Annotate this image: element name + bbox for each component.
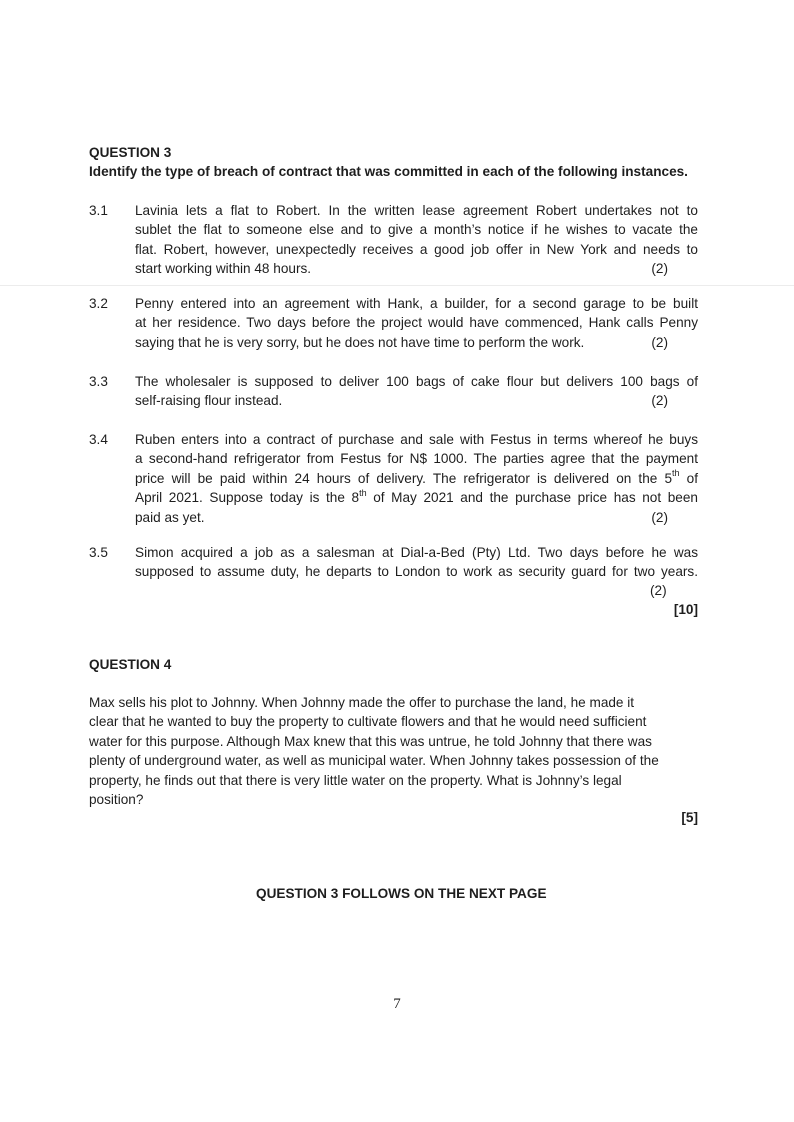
item-3-4-line-4-text: April 2021. Suppose today is the 8 bbox=[135, 490, 360, 506]
question-4-total: [5] bbox=[681, 810, 698, 825]
item-text-3-1 bbox=[135, 201, 698, 279]
item-3-2-line-1: Penny entered into an agreement with Hank, a builder, for a second garage to be built bbox=[135, 296, 698, 311]
question-3-total: [10] bbox=[673, 602, 698, 617]
item-3-2-line-2: at her residence. Two days before the project would have commenced, Hank calls Penny bbox=[135, 315, 698, 331]
item-3-4-line-3-end: of bbox=[679, 470, 698, 486]
item-3-4-line-3 bbox=[135, 469, 698, 488]
question-4-line-2: clear that he wanted to buy the property to cultivate flowers and that he would need sufficient bbox=[89, 714, 647, 730]
question-4-line-5: property, he finds out that there is very little water on the property. What is Johnny’s legal bbox=[89, 772, 622, 788]
item-3-1-line-2: sublet the flat to someone else and to give a month’s notice if he wishes to vacate the bbox=[135, 222, 698, 238]
question-3-title: QUESTION 3 bbox=[89, 145, 172, 160]
item-3-2-mark: (2) bbox=[651, 334, 668, 350]
item-number-3-4: 3.4 bbox=[89, 432, 108, 447]
item-3-2-line-3: saying that he is very sorry, but he does not have time to perform the work. bbox=[135, 334, 585, 350]
item-3-4-line-5: paid as yet. bbox=[135, 509, 205, 525]
item-number-3-5: 3.5 bbox=[89, 545, 108, 560]
next-page-note: QUESTION 3 FOLLOWS ON THE NEXT PAGE bbox=[256, 886, 547, 901]
item-3-4-line-3-superscript: th bbox=[672, 468, 680, 479]
item-text-3-2 bbox=[135, 294, 698, 352]
item-3-1-line-1: Lavinia lets a flat to Robert. In the written lease agreement Robert undertakes not to bbox=[135, 203, 698, 218]
item-3-4-line-1: Ruben enters into a contract of purchase and sale with Festus in terms whereof he buys bbox=[135, 432, 698, 447]
question-4-title: QUESTION 4 bbox=[89, 657, 172, 672]
question-4-line-6: position? bbox=[89, 792, 144, 808]
item-text-3-5 bbox=[135, 543, 698, 582]
item-3-3-mark: (2) bbox=[651, 393, 668, 409]
item-3-4-line-4-superscript: th bbox=[359, 487, 367, 498]
question-4-line-4: plenty of underground water, as well as municipal water. When Johnny takes possession of the bbox=[89, 753, 659, 769]
item-number-3-1: 3.1 bbox=[89, 203, 108, 218]
page-number: 7 bbox=[393, 996, 401, 1012]
item-3-4-mark: (2) bbox=[651, 509, 668, 525]
scan-artifact-line bbox=[0, 285, 794, 286]
question-4-text bbox=[89, 693, 698, 809]
item-3-3-line-1: The wholesaler is supposed to deliver 100 bags of cake flour but delivers 100 bags of bbox=[135, 374, 698, 389]
item-3-5-mark: (2) bbox=[650, 583, 667, 598]
item-3-1-line-3: flat. Robert, however, unexpectedly receives a good job offer in New York and needs to bbox=[135, 241, 698, 257]
item-3-1-mark: (2) bbox=[651, 261, 668, 277]
item-number-3-3: 3.3 bbox=[89, 374, 108, 389]
item-text-3-3 bbox=[135, 372, 698, 411]
item-3-1-line-4: start working within 48 hours. bbox=[135, 261, 312, 277]
question-3-instruction: Identify the type of breach of contract that was committed in each of the following instances. bbox=[89, 164, 688, 179]
item-3-3-line-2: self-raising flour instead. bbox=[135, 393, 283, 409]
item-3-5-line-1: Simon acquired a job as a salesman at Dial-a-Bed (Pty) Ltd. Two days before he was bbox=[135, 545, 698, 560]
item-3-4-line-4-end: of May 2021 and the purchase price has not been bbox=[366, 490, 698, 506]
item-number-3-2: 3.2 bbox=[89, 296, 108, 311]
item-3-5-line-2: supposed to assume duty, he departs to London to work as security guard for two years. bbox=[135, 564, 698, 580]
question-4-line-1: Max sells his plot to Johnny. When Johnny made the offer to purchase the land, he made it bbox=[89, 695, 635, 710]
question-4-line-3: water for this purpose. Although Max knew that this was untrue, he told Johnny that there was bbox=[89, 733, 652, 749]
item-text-3-4 bbox=[135, 430, 698, 527]
item-3-4-line-4 bbox=[135, 488, 698, 507]
item-3-4-line-2: a second-hand refrigerator from Festus for N$ 1000. The parties agree that the payment bbox=[135, 451, 698, 467]
item-3-4-line-3-text: price will be paid within 24 hours of delivery. The refrigerator is delivered on the 5 bbox=[135, 470, 673, 486]
